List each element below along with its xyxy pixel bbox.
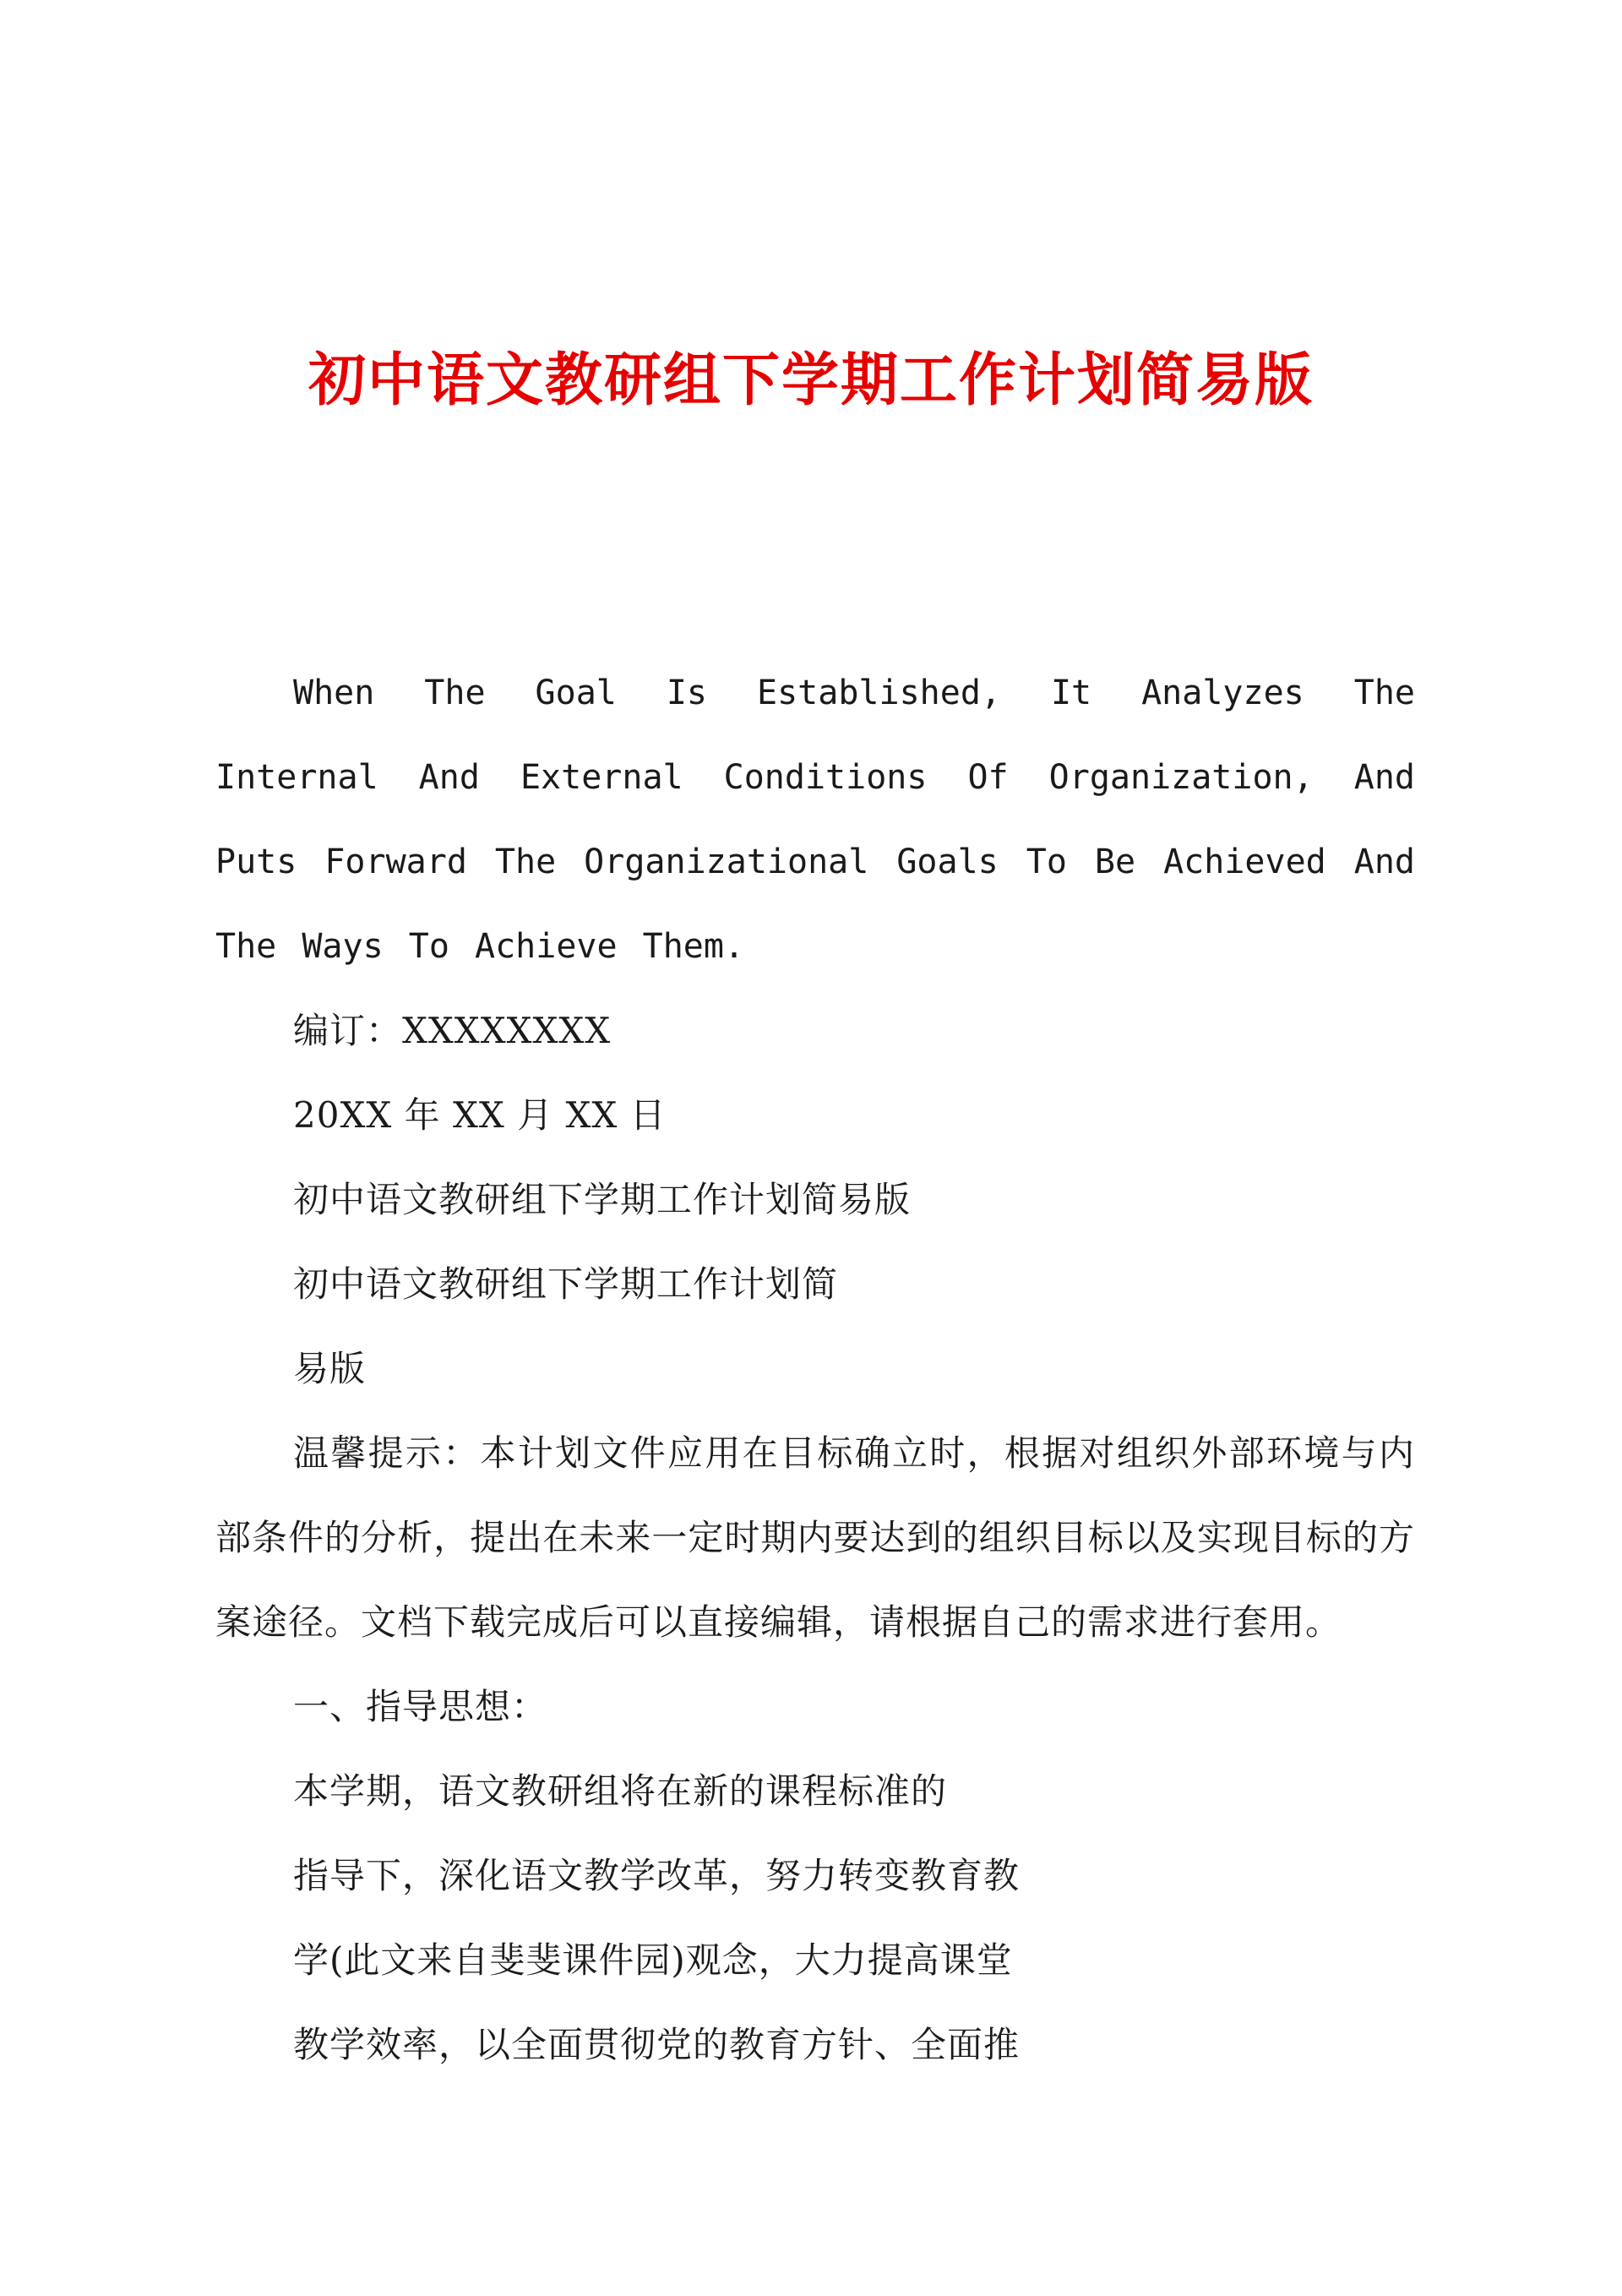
section-line: 教学效率，以全面贯彻党的教育方针、全面推 (293, 2024, 1021, 2065)
editor-line: 编订：XXXXXXXX (293, 1010, 612, 1051)
section-line: 本学期，语文教研组将在新的课程标准的 (293, 1770, 948, 1812)
title-split-line-2: 易版 (293, 1348, 367, 1389)
section-line: 指导下，深化语文教学改革，努力转变教育教 (293, 1855, 1021, 1896)
date-line: 20XX 年 XX 月 XX 日 (293, 1094, 667, 1136)
section-line: 学(此文来自斐斐课件园)观念，大力提高课堂 (293, 1939, 1013, 1981)
notice-paragraph: 温馨提示：本计划文件应用在目标确立时，根据对组织外部环境与内部条件的分析，提出在未来一定时期内要达到的组织目标以及实现目标的方案途径。文档下载完成后可以直接编辑，请根据自己的需求进行套用。 (215, 1432, 1415, 1643)
title-split-line-1: 初中语文教研组下学期工作计划简 (293, 1263, 839, 1305)
document-body (215, 651, 1415, 2087)
document-title: 初中语文教研组下学期工作计划简易版 (308, 346, 1314, 414)
english-intro-paragraph: When The Goal Is Established, It Analyzes The Internal And External Conditions Of Organization, And Puts Forward The Organizational Goals To Be Achieved And The Ways To Achieve Them. (215, 674, 1415, 966)
title-repeat-line: 初中语文教研组下学期工作计划简易版 (293, 1179, 912, 1220)
section-heading: 一、指导思想： (293, 1686, 548, 1727)
